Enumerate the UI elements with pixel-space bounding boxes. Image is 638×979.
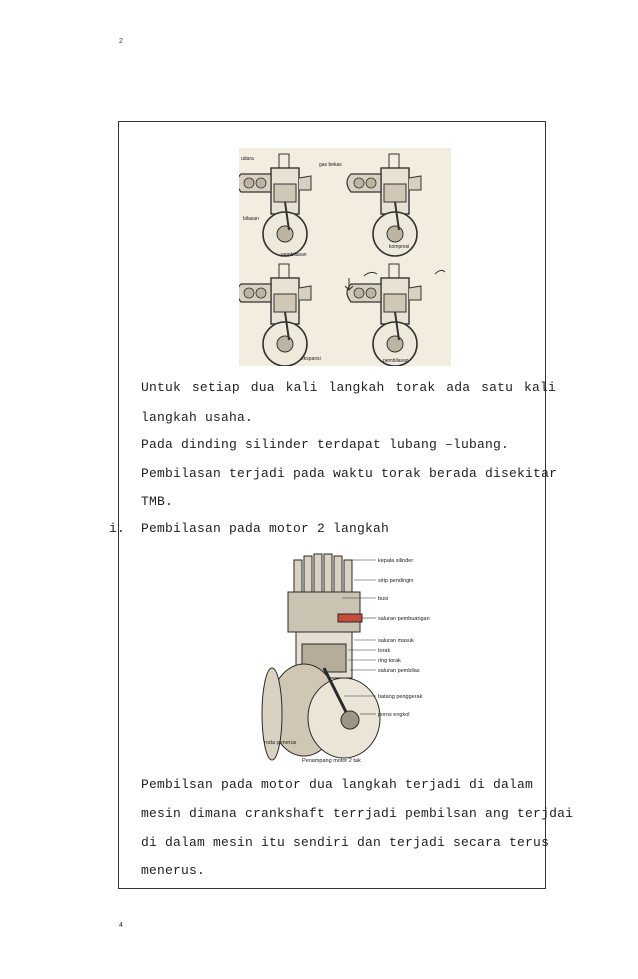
paragraph2-line3: di dalam mesin itu sendiri dan terjadi secara terus bbox=[141, 835, 550, 850]
label-saluran-pembuangan: saluran pembuangan bbox=[378, 616, 430, 622]
caption-kompresi: kompresi bbox=[389, 244, 410, 250]
two-stroke-cycle-illustration bbox=[239, 148, 451, 366]
diagram-pembilasan-2 bbox=[347, 264, 421, 366]
label-ring-torak: ring torak bbox=[378, 658, 401, 664]
label-udara: udara bbox=[241, 156, 254, 162]
list-item-text: Pembilasan pada motor 2 langkah bbox=[141, 521, 390, 536]
caption-pembilasan-2: pembilasan bbox=[383, 358, 409, 364]
label-roda-penerus: roda penerus bbox=[264, 740, 297, 746]
label-saluran-pembilas: saluran pembilas bbox=[378, 668, 420, 674]
caption-ekspansi: ekspansi bbox=[301, 356, 321, 362]
diagram-pembilasan-1 bbox=[239, 154, 311, 256]
paragraph1-line5: TMB. bbox=[141, 494, 174, 509]
label-poros-engkol: poros engkol bbox=[378, 712, 410, 718]
top-page-number: 2 bbox=[119, 38, 123, 45]
list-item-marker: i. bbox=[109, 521, 126, 536]
paragraph2-line4: menerus. bbox=[141, 863, 206, 878]
paragraph2-line2: mesin dimana crankshaft terrjadi pembilsan ang terjdai bbox=[141, 806, 574, 821]
caption-penampang-motor: Penampang motor 2 tak bbox=[302, 758, 361, 764]
paragraph1-line3: Pada dinding silinder terdapat lubang –lubang. bbox=[141, 437, 510, 452]
label-batang-penggerak: batang penggerak bbox=[378, 694, 423, 700]
label-sirip-pendingin: sirip pendingin bbox=[378, 578, 414, 584]
diagram-ekspansi bbox=[239, 264, 311, 366]
engine-cross-section-illustration bbox=[258, 548, 452, 770]
label-busi: busi bbox=[378, 596, 389, 602]
paragraph2-line1: Pembilsan pada motor dua langkah terjadi di dalam bbox=[141, 777, 534, 792]
engine-cross-section-figure bbox=[258, 548, 452, 770]
diagram-kompresi bbox=[347, 154, 421, 256]
paragraph1-line4: Pembilasan terjadi pada waktu torak berada disekitar bbox=[141, 466, 558, 481]
paragraph1-line2: langkah usaha. bbox=[141, 410, 254, 425]
caption-pembilasan-1: pembilasan bbox=[281, 252, 307, 258]
label-bilasan: bilasan bbox=[243, 216, 259, 222]
label-kepala-silinder: kepala silinder bbox=[378, 558, 414, 564]
two-stroke-cycle-figure bbox=[239, 148, 451, 366]
label-torak: torak bbox=[378, 648, 391, 654]
label-saluran-masuk: saluran masuk bbox=[378, 638, 414, 644]
label-gas-bekas: gas bekas bbox=[319, 162, 342, 168]
paragraph1-line1: Untuk setiap dua kali langkah torak ada satu kali bbox=[141, 380, 556, 395]
bottom-page-number: 4 bbox=[119, 922, 123, 929]
